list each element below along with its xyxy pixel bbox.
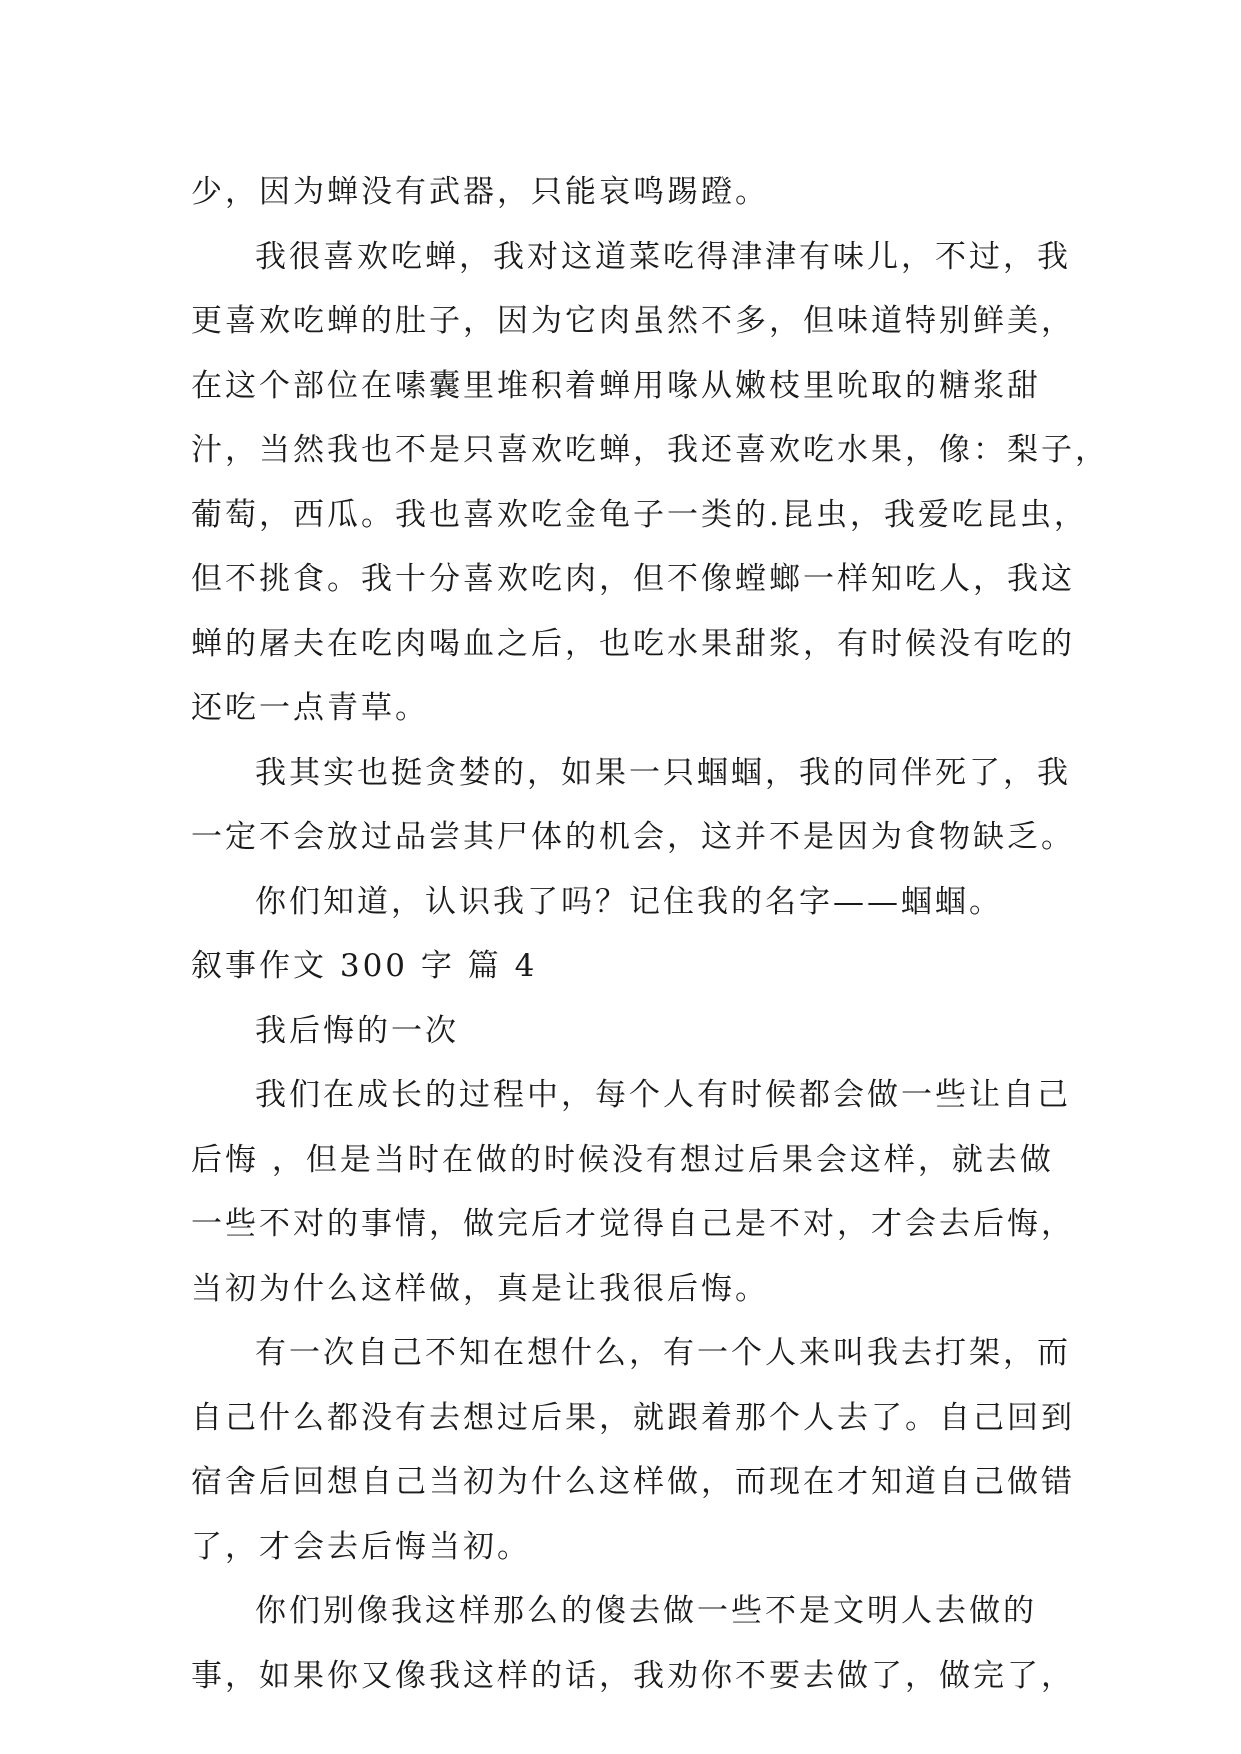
text-line: 蝉的屠夫在吃肉喝血之后，也吃水果甜浆，有时候没有吃的	[191, 625, 1075, 662]
text-line: 你们别像我这样那么的傻去做一些不是文明人去做的	[255, 1593, 1037, 1629]
text-line: 少，因为蝉没有武器，只能哀鸣踢蹬。	[191, 174, 769, 210]
text-line: 自己什么都没有去想过后果，就跟着那个人去了。自己回到	[191, 1399, 1075, 1436]
text-line: 葡萄，西瓜。我也喜欢吃金龟子一类的.昆虫，我爱吃昆虫，	[191, 496, 1088, 533]
text-line: 汁，当然我也不是只喜欢吃蝉，我还喜欢吃水果，像：梨子，	[191, 432, 1109, 468]
text-line: 后悔 ，但是当时在做的时候没有想过后果会这样，就去做	[191, 1141, 1054, 1178]
document-body	[191, 160, 1109, 1708]
text-line: 更喜欢吃蝉的肚子，因为它肉虽然不多，但味道特别鲜美，	[191, 303, 1075, 339]
text-line: 了，才会去后悔当初。	[191, 1528, 531, 1565]
text-line: 当初为什么这样做，真是让我很后悔。	[191, 1270, 769, 1307]
text-line: 我们在成长的过程中，每个人有时候都会做一些让自己	[255, 1077, 1071, 1113]
text-line: 在这个部位在嗉囊里堆积着蝉用喙从嫩枝里吮取的糖浆甜	[191, 367, 1041, 404]
text-line: 但不挑食。我十分喜欢吃肉，但不像螳螂一样知吃人，我这	[191, 561, 1075, 597]
text-line: 我其实也挺贪婪的，如果一只蝈蝈，我的同伴死了，我	[255, 754, 1071, 791]
text-line: 一些不对的事情，做完后才觉得自己是不对，才会去后悔，	[191, 1206, 1075, 1242]
text-line: 叙事作文 300 字 篇 4	[191, 948, 538, 984]
text-line: 一定不会放过品尝其尸体的机会，这并不是因为食物缺乏。	[191, 819, 1075, 855]
text-line: 我很喜欢吃蝉，我对这道菜吃得津津有味儿，不过，我	[255, 238, 1071, 275]
text-line: 你们知道，认识我了吗？记住我的名字——蝈蝈。	[255, 883, 1003, 920]
text-line: 宿舍后回想自己当初为什么这样做，而现在才知道自己做错	[191, 1464, 1075, 1500]
text-line: 事，如果你又像我这样的话，我劝你不要去做了，做完了，	[191, 1657, 1075, 1694]
text-line: 还吃一点青草。	[191, 690, 429, 726]
text-line: 我后悔的一次	[255, 1012, 459, 1049]
text-line: 有一次自己不知在想什么，有一个人来叫我去打架，而	[255, 1335, 1071, 1371]
